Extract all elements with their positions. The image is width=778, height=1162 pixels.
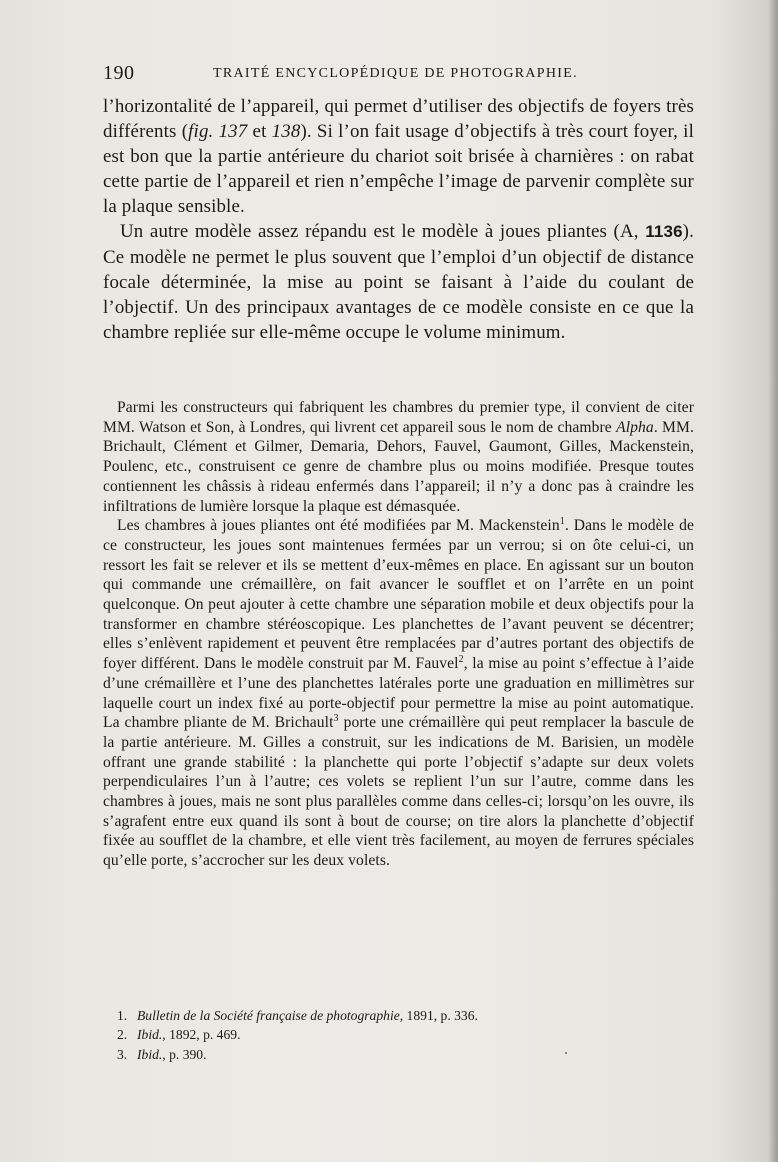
small-paragraph-2 xyxy=(103,516,694,871)
paragraph-1-text-b: et xyxy=(247,121,272,143)
small-paragraph-1 xyxy=(103,398,694,516)
footnote-details: p. 390. xyxy=(165,1046,207,1062)
paragraph-2 xyxy=(103,219,694,344)
paragraph-2-text-a: Un autre modèle assez répandu est le modèle à joues pliantes (A, xyxy=(120,221,646,243)
small-paragraph-1-text-b: . MM. Brichault, Clément et Gilmer, Demaria, Dehors, Fauvel, Gaumont, Gilles, Mackenstein, Poulenc, etc., construisent ce genre de chambre plus ou moins modifiée. Presque toutes contiennent les châssis à rideau enfermés dans l’appareil; il n’y a donc pas à craindre les infiltrations de lumière lorsque la plaque est démasquée. xyxy=(103,418,694,515)
page-number: 190 xyxy=(103,62,135,84)
print-speck xyxy=(565,1052,567,1054)
footnote-details: 1892, p. 469. xyxy=(165,1027,241,1043)
running-head xyxy=(103,62,695,86)
footnotes xyxy=(117,1006,677,1064)
small-paragraph-2-text-a: Les chambres à joues pliantes ont été modifiées par M. Mackenstein xyxy=(117,517,560,535)
footnote-3 xyxy=(117,1045,677,1064)
paragraph-1-text-a: l’horizontalité de l’appareil, qui permet d’utiliser des objectifs de foyers très différents ( xyxy=(103,96,694,143)
footnote-number: 1. xyxy=(117,1008,128,1023)
footnote-ref-2: 2 xyxy=(458,654,464,666)
footnote-number: 3. xyxy=(117,1046,128,1062)
running-title: TRAITÉ ENCYCLOPÉDIQUE DE PHOTOGRAPHIE. xyxy=(213,66,578,81)
main-text xyxy=(103,94,694,345)
small-paragraph-2-text-b: . Dans le modèle de ce constructeur, les joues sont maintenues fermées par un verrou; si on ôte celui-ci, un ressort les fait se relever et ils se mettent d’eux-mêmes en place. En agissant sur un bouton qui commande une crémaillère, on fait avancer le soufflet et on l’arrête en un point quelconque. On peut ajouter à cette chambre une séparation mobile et deux objectifs pour la transformer en chambre stéréoscopique. Les planchettes de l’avant peuvent se décentrer; elles s’enlèvent rapidement et peuvent être remplacées par d’autres portant des objectifs de foyer différent. Dans le modèle construit par M. Fauvel xyxy=(103,517,694,673)
footnote-title: Ibid., xyxy=(137,1046,166,1062)
page-edge-shadow xyxy=(768,0,778,1162)
footnote-number: 2. xyxy=(117,1027,128,1043)
paragraph-1-text-c: ). Si l’on fait usage d’objectifs à très court foyer, il est bon que la partie antérieure du chariot soit brisée à charnières : on rabat cette partie de l’appareil et rien n’empêche l’image de parvenir complète sur la plaque sensible. xyxy=(103,121,694,218)
figure-reference: fig. 137 xyxy=(188,121,248,143)
footnote-title: Ibid., xyxy=(137,1027,166,1043)
small-paragraph-2-text-d: porte une crémaillère qui peut remplacer la bascule de la partie antérieure. M. Gilles a construit, sur les indications de M. Barisien, un modèle offrant une grande stabilité : la planchette qui porte l’objectif s’adapte sur deux volets perpendiculaires l’un à l’autre; ces volets se replient l’un sur l’autre, comme dans les chambres à joues, mais ne sont plus parallèles comme dans celles-ci; lorsqu’on les ouvre, ils s’agrafent entre eux quand ils sont à bout de course; on tire alors la planchette d’objectif fixée au soufflet de la chambre, et elle vient très facilement, au moyen de ferrures spéciales qu’elle porte, s’accrocher sur les deux volets. xyxy=(103,714,694,870)
footnote-ref-3: 3 xyxy=(333,713,339,725)
footnote-details: 1891, p. 336. xyxy=(403,1008,478,1023)
footnote-1 xyxy=(117,1006,677,1025)
small-paragraph-2-text-c: , la mise au point s’effectue à l’aide d’une crémaillère et l’une des planchettes latérales porte une graduation en millimètres sur laquelle court un index fixé au porte-objectif pour permettre la mise au point automatique. La chambre pliante de M. Brichault xyxy=(103,655,694,732)
camera-name: Alpha xyxy=(616,418,654,436)
footnote-title: Bulletin de la Société française de photographie, xyxy=(137,1008,404,1023)
catalogue-number: 1136 xyxy=(645,222,683,242)
paragraph-1 xyxy=(103,94,694,219)
small-paragraph-1-text-a: Parmi les constructeurs qui fabriquent les chambres du premier type, il convient de citer MM. Watson et Son, à Londres, qui livrent cet appareil sous le nom de chambre xyxy=(103,399,694,436)
paragraph-2-text-b: ). Ce modèle ne permet le plus souvent que l’emploi d’un objectif de distance focale déterminée, la mise au point se faisant à l’aide du coulant de l’objectif. Un des principaux avantages de ce modèle consiste en ce que la chambre repliée sur elle-même occupe le volume minimum. xyxy=(103,221,694,343)
small-print-section xyxy=(103,398,694,871)
figure-reference-2: 138 xyxy=(271,121,301,143)
footnote-2 xyxy=(117,1025,677,1044)
footnote-ref-1: 1 xyxy=(559,516,565,528)
